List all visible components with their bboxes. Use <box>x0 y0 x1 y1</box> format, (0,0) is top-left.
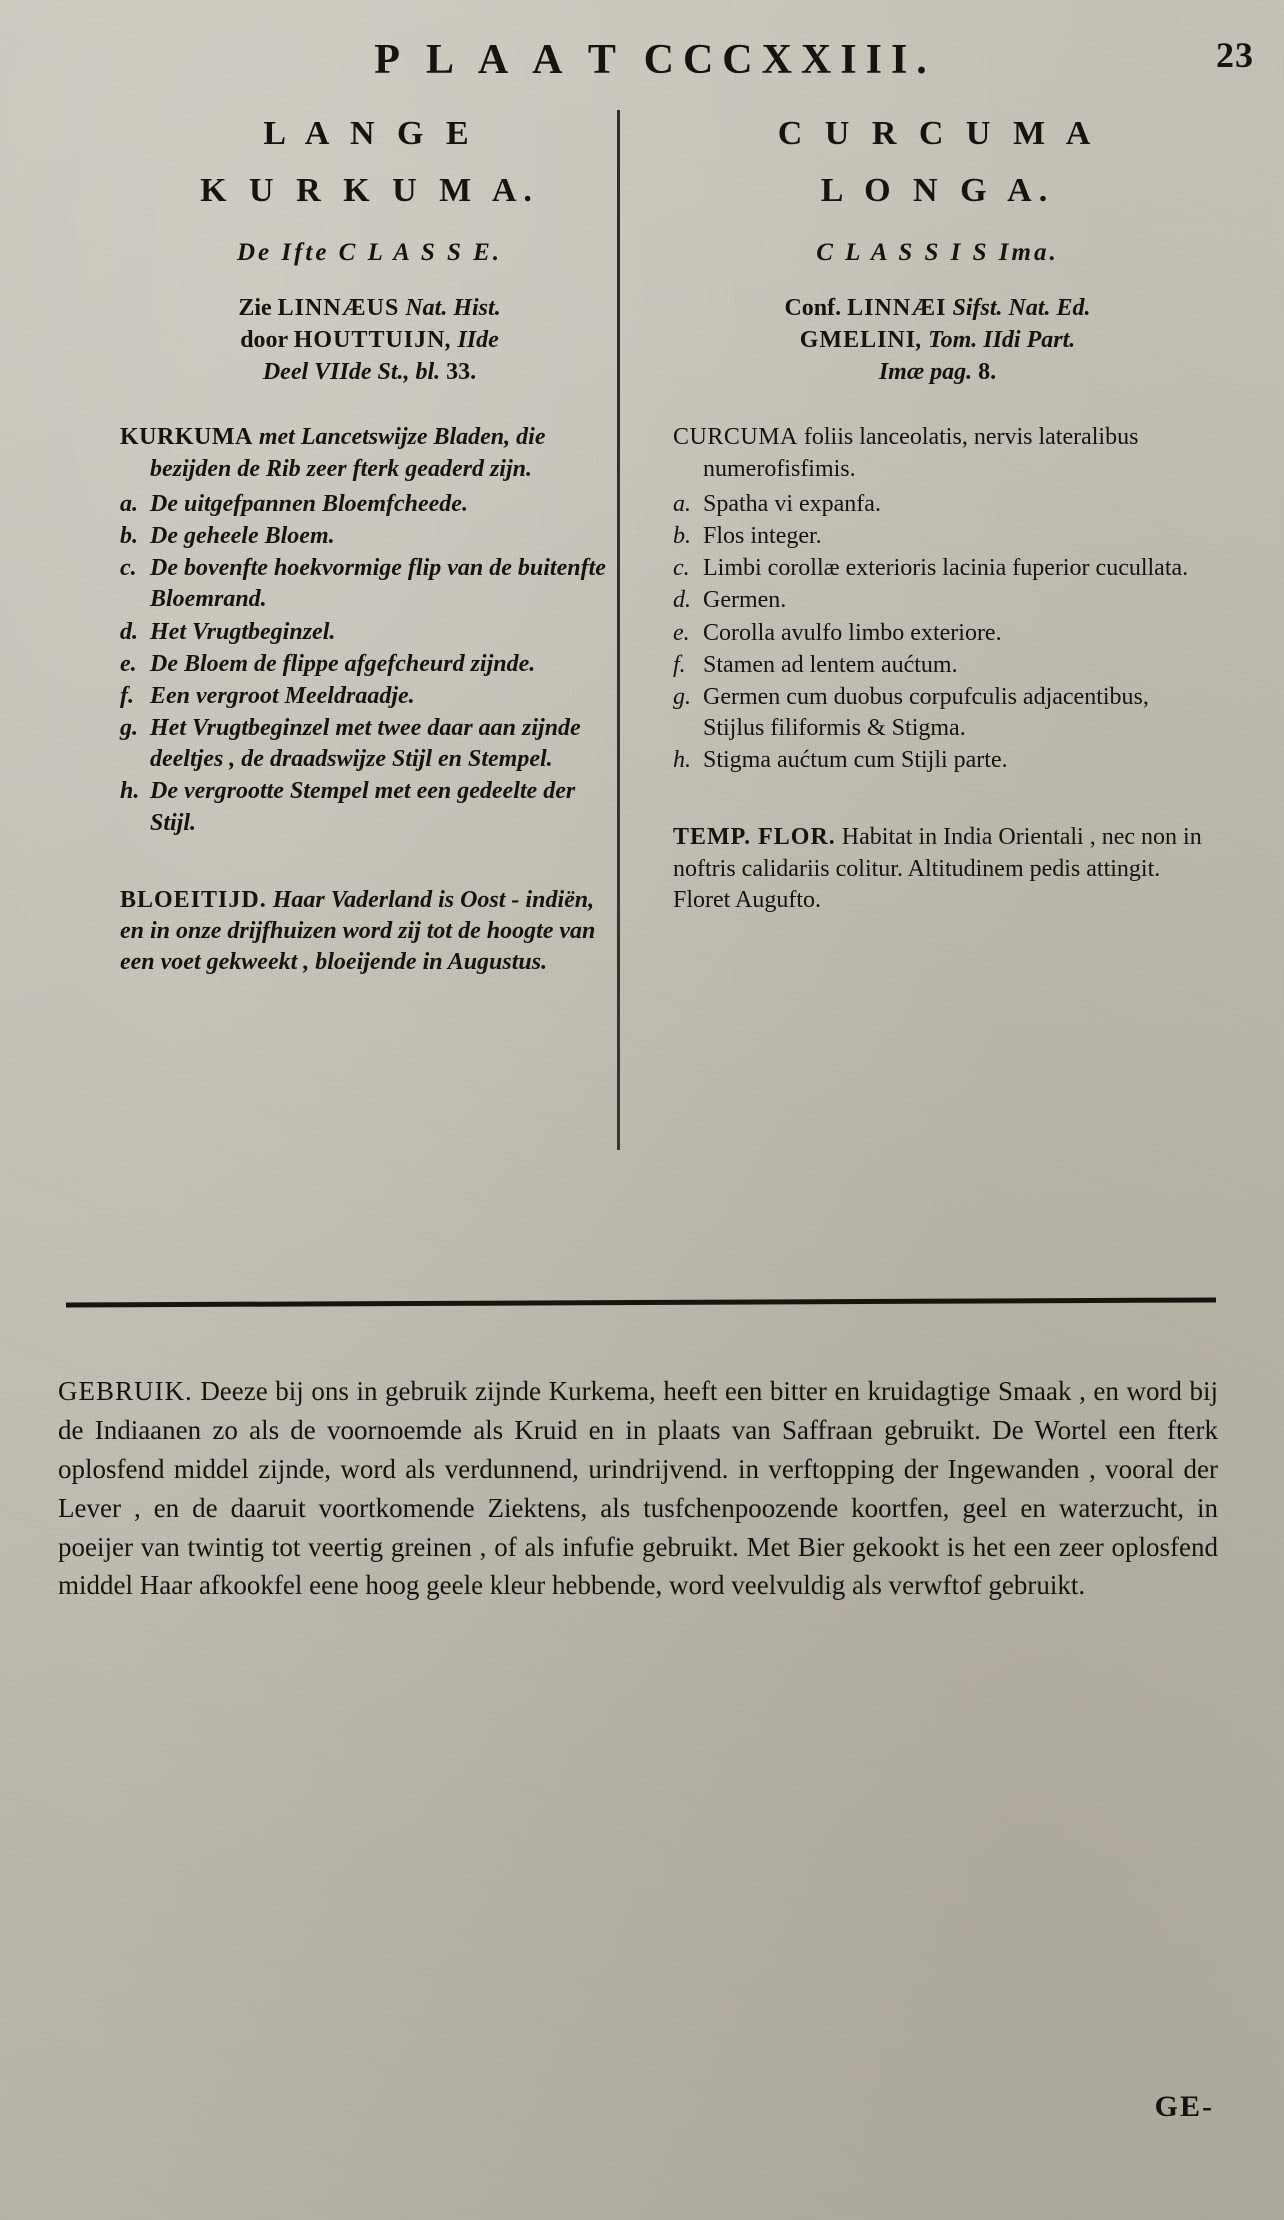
list-item <box>120 617 619 648</box>
list-item <box>120 521 619 552</box>
item-label: e. <box>120 650 137 677</box>
item-text: De geheele Bloem. <box>150 522 335 549</box>
item-text: Een vergroot Meeldraadje. <box>150 682 415 709</box>
item-label: c. <box>673 555 690 582</box>
item-label: e. <box>673 619 690 646</box>
usage-text <box>58 1372 1218 1605</box>
list-item <box>673 585 1202 616</box>
usage-label: GEBRUIK. <box>58 1376 193 1406</box>
list-item <box>120 489 619 520</box>
catchword: GE- <box>1154 2090 1214 2123</box>
usage-body: Deeze bij ons in gebruik zijnde Kurkema, heeft een bitter en kruidagtige Smaak , en word bij de Indiaanen zo als de voornoemde als Kruid en in plaats van Saffraan gebruikt. De Wortel een fterk oplosfend middel zijnde, word als verdunnend, urindrijvend. in verftopping der Ingewanden , vooral der Lever , en de daaruit voortkomende Ziektens, als tusfchenpoozende koortfen, geel en waterzucht, in poeijer van twintig tot veertig greinen , of als infufie gebruikt. Met Bier gekookt is het een zeer oplosfend middel Haar afkookfel eene hoog geele kleur hebbende, word veelvuldig als verwftof gebruikt. <box>58 1376 1218 1601</box>
dutch-genus-line2: K U R K U M A. <box>200 171 539 209</box>
item-text: Corolla avulfo limbo exteriore. <box>703 619 1002 646</box>
column-latin <box>645 108 1230 978</box>
list-item <box>120 681 619 712</box>
list-item <box>120 776 619 838</box>
item-text: Limbi corollæ exterioris lacinia fuperior cucullata. <box>703 555 1189 582</box>
latin-figure-list <box>673 422 1202 776</box>
item-label: f. <box>120 682 134 709</box>
page-number: 23 <box>1216 35 1254 75</box>
dutch-bloom-text: Haar Vaderland is Oost - indiën, en in onze drijfhuizen word zij tot de hoogte van een voet gekweekt , bloeijende in Augustus. <box>120 886 596 976</box>
latin-genus-line1: C U R C U M A <box>777 115 1098 152</box>
item-text: De uitgefpannen Bloemfcheede. <box>150 490 468 517</box>
latin-habitat-label: TEMP. FLOR. <box>673 824 836 851</box>
dutch-figure-list <box>120 422 619 838</box>
item-label: d. <box>673 587 691 614</box>
item-text: Spatha vi expanfa. <box>703 490 881 517</box>
latin-genus-line2: L O N G A. <box>820 171 1055 209</box>
two-column-body <box>60 108 1230 978</box>
latin-class-label: C L A S S I S Ima. <box>816 239 1059 267</box>
item-text: Flos integer. <box>703 522 822 549</box>
list-item <box>120 649 619 680</box>
item-text: Het Vrugtbeginzel met twee daar aan zijnde deeltjes , de draadswijze Stijl en Stempel. <box>150 715 581 773</box>
list-item <box>673 521 1202 552</box>
latin-ref-author: LINNÆI <box>847 295 947 322</box>
dutch-class-label: De Ifte C L A S S E. <box>236 239 503 267</box>
plate-title: P L A A T CCCXXIII. <box>374 37 936 83</box>
item-label: d. <box>120 618 138 645</box>
list-item <box>120 553 619 615</box>
list-item <box>673 650 1202 681</box>
item-label: b. <box>673 522 691 549</box>
list-item <box>120 713 619 775</box>
item-text: De bovenfte hoekvormige flip van de buitenfte Bloemrand. <box>150 555 606 613</box>
latin-ref-editor: GMELINI <box>799 327 917 354</box>
item-text: De Bloem de flippe afgefcheurd zijnde. <box>150 650 536 677</box>
list-item <box>673 489 1202 520</box>
item-label: a. <box>673 490 691 517</box>
dutch-intro <box>120 422 619 484</box>
dutch-bloom-block <box>120 885 619 979</box>
column-dutch <box>60 108 645 978</box>
plate-header <box>150 36 1160 84</box>
dutch-intro-text: met Lancetswijze Bladen, die bezijden de Rib zeer fterk geaderd zijn. <box>150 424 546 482</box>
dutch-genus-line1: L A N G E <box>263 115 476 152</box>
dutch-bloom-label: BLOEITIJD. <box>120 886 267 913</box>
item-label: g. <box>120 715 138 742</box>
dutch-ref-author: LINNÆUS <box>277 295 400 322</box>
list-item <box>673 682 1202 744</box>
dutch-intro-genus: KURKUMA <box>120 424 253 451</box>
latin-intro <box>673 422 1202 484</box>
latin-intro-text: foliis lanceolatis, nervis lateralibus numerofisfimis. <box>703 424 1139 482</box>
item-text: Germen cum duobus corpufculis adjacentibus, Stijlus filiformis & Stigma. <box>703 683 1149 742</box>
item-label: f. <box>673 651 686 678</box>
item-text: Het Vrugtbeginzel. <box>150 618 336 645</box>
item-text: Stigma aućtum cum Stijli parte. <box>703 747 1008 774</box>
latin-habitat-block <box>673 822 1202 916</box>
item-label: b. <box>120 522 138 549</box>
item-label: h. <box>673 747 691 774</box>
latin-intro-genus: CURCUMA <box>673 424 798 451</box>
list-item <box>673 745 1202 776</box>
item-text: Germen. <box>703 587 787 614</box>
item-label: h. <box>120 778 140 805</box>
item-label: g. <box>673 683 691 710</box>
list-item <box>673 618 1202 649</box>
item-label: c. <box>120 555 137 582</box>
item-label: a. <box>120 490 138 517</box>
dutch-reference: Zie LINNÆUS Nat. Hist. door HOUTTUIJN, IIde Deel VIIde St., bl. 33. <box>238 295 501 385</box>
horizontal-rule <box>66 1297 1216 1307</box>
dutch-ref-translator: HOUTTUIJN <box>293 327 446 354</box>
latin-reference: Conf. LINNÆI Sifst. Nat. Ed. GMELINI, Tom. IIdi Part. Imæ pag. 8. <box>784 295 1091 385</box>
usage-paragraph <box>58 1372 1218 1605</box>
item-text: De vergrootte Stempel met een gedeelte der Stijl. <box>150 778 576 836</box>
list-item <box>673 553 1202 584</box>
item-text: Stamen ad lentem aućtum. <box>703 651 958 678</box>
latin-habitat-text: Habitat in India Orientali , nec non in noftris calidariis colitur. Altitudinem pedis attingit. Floret Augufto. <box>673 824 1202 913</box>
